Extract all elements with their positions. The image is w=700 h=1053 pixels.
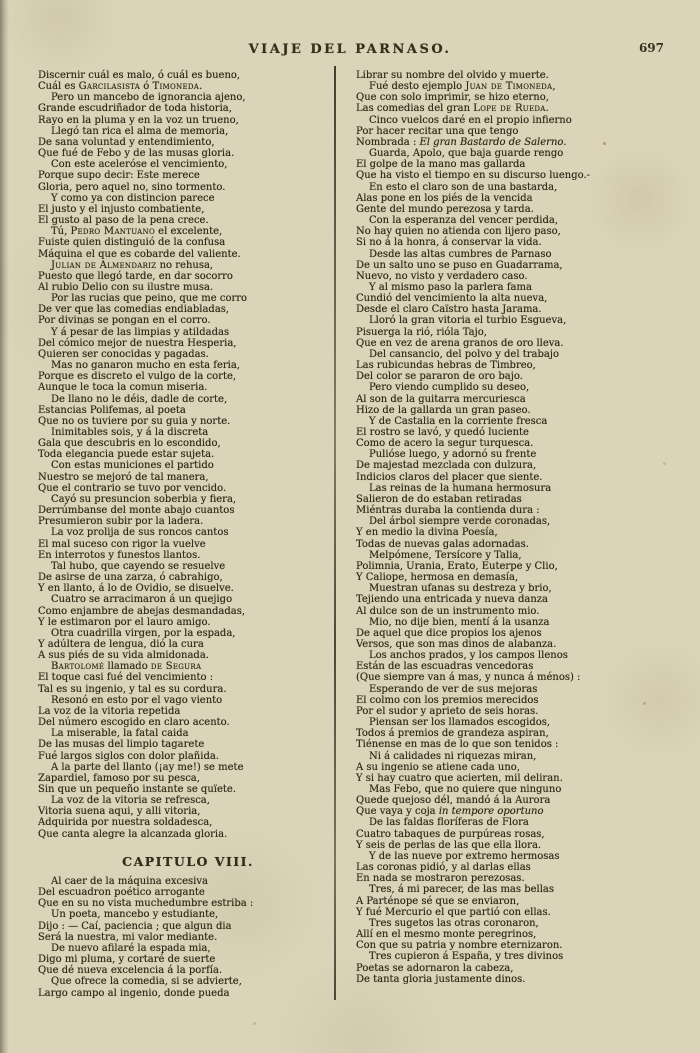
verse-line: Que el contrario se tuvo por vencido. — [38, 482, 227, 494]
verse-line: Que canta alegre la alcanzada gloria. — [38, 828, 228, 840]
verse-line: Dijo : — Caí, paciencia ; que algun dia — [38, 920, 232, 932]
verse-line: Esperando de ver de sus mejoras — [369, 683, 538, 695]
verse-line: Y Caliope, hermosa en demasía, — [356, 572, 519, 584]
verse-line: Melpómene, Tersícore y Talia, — [369, 549, 522, 561]
verse-line: Tal es su ingenio, y tal es su cordura. — [38, 683, 227, 695]
verse-line: Pero viendo cumplido su deseo, — [369, 382, 530, 394]
verse-line: La voz de la vitoria se refresca, — [51, 795, 210, 807]
verse-line: De ver que las comedias endiabladas, — [38, 304, 230, 316]
verse-line: Puesto que llegó tarde, en dar socorro — [38, 270, 233, 282]
verse-line: La voz prolija de sus roncos cantos — [51, 527, 229, 539]
verse-line: Quieren ser conocidas y pagadas. — [38, 348, 209, 360]
verse-line: Al dulce son de un instrumento mio. — [356, 605, 540, 617]
verse-line: Si no á la honra, á conservar la vida. — [356, 237, 542, 249]
verse-line: Salieron de do estaban retiradas — [356, 493, 522, 505]
verse-line: Desde el claro Caïstro hasta Jarama. — [356, 304, 542, 316]
verse-line: Y si hay cuatro que acierten, mil deliran. — [356, 772, 563, 784]
verse-line: Un poeta, mancebo y estudiante, — [51, 909, 219, 921]
verse-line: A la parte del llanto (¡ay me!) se mete — [51, 761, 244, 773]
verse-line: Tal hubo, que cayendo se resuelve — [51, 560, 226, 572]
verse-line: Derrúmbanse del monte abajo cuantos — [38, 505, 235, 517]
verse-line: Librar su nombre del olvido y muerte. — [356, 70, 549, 81]
verse-line: Del número escogido en claro acento. — [38, 717, 230, 729]
verse-line: Será la nuestra, mi valor mediante. — [38, 931, 218, 943]
verse-line: (Que siempre van á mas, y nunca á ménos) : — [356, 672, 581, 684]
verse-line: Que ha visto el tiempo en su discurso luengo.- — [356, 170, 590, 182]
verse-line: Quede quejoso dél, mandó á la Aurora — [356, 795, 551, 807]
verse-line: Vitoria suena aqui, y alli vitoria, — [38, 806, 201, 818]
verse-line: En nada se mostraron perezosas. — [356, 873, 525, 885]
verse-line: Y de Castalia en la corriente fresca — [369, 415, 548, 427]
verse-line: De las faldas floríferas de Flora — [369, 817, 529, 829]
verse-line: Las rubicundas hebras de Timbreo, — [356, 360, 536, 372]
verse-line: Del escuadron poético arrogante — [38, 887, 205, 899]
verse-line: El mal suceso con rigor la vuelve — [38, 538, 206, 550]
verse-line: La voz de la vitoria repetida — [38, 705, 181, 717]
verse-line: Adquirida por nuestra soldadesca, — [38, 817, 213, 829]
verse-line: Y adúltera de lengua, dió la cura — [38, 638, 204, 650]
verse-line: Como enjambre de abejas desmandadas, — [38, 605, 246, 617]
verse-line: Cuál es Garcilasista ó Timoneda. — [38, 81, 203, 93]
verse-line: Todas de nuevas galas adornadas. — [356, 538, 529, 550]
verse-line: De las musas del limpio tagarete — [38, 739, 205, 751]
verse-line: Las coronas pidió, y al darlas ellas — [356, 862, 531, 874]
verse-line: Bartolomé llamado de Segura — [51, 661, 202, 673]
verse-line: El toque casi fué del vencimiento : — [38, 672, 214, 684]
verse-line: A Parténope sé que se enviaron, — [356, 895, 520, 907]
verse-line: El colmo con los premios merecidos — [356, 694, 539, 706]
verse-line: Desde las altas cumbres de Parnaso — [369, 248, 552, 260]
verse-line: Que dé nueva excelencia á la porfía. — [38, 965, 223, 977]
small-caps-name: Garcilasista — [78, 81, 141, 93]
verse-line: Las comedias del gran Lope de Rueda. — [356, 103, 549, 115]
verse-line: Tiénense en mas de lo que son tenidos : — [356, 739, 559, 751]
verse-line: En interrotos y funestos llantos. — [38, 549, 201, 561]
verse-line: Hizo de la gallarda un gran paseo. — [356, 404, 531, 416]
verse-line: Al son de la guitarra mercuriesca — [356, 393, 526, 405]
verse-line: Tejiendo una entricada y nueva danza — [356, 594, 549, 606]
verse-line: Tres cupieron á España, y tres divinos — [369, 951, 564, 963]
verse-line: Y le estimaron por el lauro amigo. — [38, 616, 211, 628]
verse-line: Todos á premios de grandeza aspiran, — [356, 728, 549, 740]
verse-line: Pero un mancebo de ignorancia ajeno, — [51, 92, 246, 104]
verse-line: Por divinas se pongan en el corro. — [38, 315, 211, 327]
verse-line: A sus piés de su vida almidonada. — [38, 650, 209, 662]
left-column — [38, 70, 338, 999]
scan-edge-shadow — [0, 0, 9, 1053]
verse-line: Porque es discreto el vulgo de la corte, — [38, 371, 237, 383]
verse-line: Versos, que son mas dinos de alabanza. — [356, 638, 557, 650]
small-caps-name: Lope de Rueda — [473, 103, 546, 115]
verse-line: Julian de Almendariz no rehusa, — [51, 259, 214, 271]
verse-line: De nuevo afilaré la espada mia, — [51, 942, 211, 954]
verse-line: Y fué Mercurio el que partió con ellas. — [356, 906, 551, 918]
italic-title-text: El gran Bastardo de Salerno — [419, 136, 564, 148]
chapter-heading: CAPITULO VIII. — [122, 853, 254, 869]
verse-line: Por el sudor y aprieto de seis horas. — [356, 705, 539, 717]
verse-line: Cuatro tabaques de purpúreas rosas, — [356, 828, 545, 840]
verse-line: Estancias Polifemas, al poeta — [38, 404, 186, 416]
small-caps-name: Julian de Almendariz — [51, 259, 157, 271]
verse-line: De llano no le déis, dadle de corte, — [51, 393, 228, 405]
verse-line: Nuestro se mejoró de tal manera, — [38, 471, 209, 483]
verse-line: Gala que descubris en lo escondido, — [38, 438, 221, 450]
verse-line: Discernir cuál es malo, ó cuál es bueno, — [38, 70, 241, 81]
verse-line: Y al mismo paso la parlera fama — [369, 281, 532, 293]
small-caps-name: Timoneda — [152, 81, 200, 93]
verse-line: Presumieron subir por la ladera. — [38, 516, 204, 528]
verse-line: Inimitables sois, y á la discreta — [51, 427, 209, 438]
verse-line: Miéntras duraba la contienda dura : — [356, 505, 540, 517]
small-caps-name: Pedro Mantuano — [70, 226, 155, 238]
small-caps-name: de Segura — [150, 661, 202, 673]
verse-line: Piensan ser los llamados escogidos, — [369, 717, 551, 729]
verse-line: Del cansancio, del polvo y del trabajo — [369, 348, 559, 360]
verse-line: Los anchos prados, y los campos llenos — [369, 650, 568, 662]
verse-line: A su ingenio se atiene cada uno, — [356, 761, 520, 773]
verse-line: De asirse de una zarza, ó cabrahigo, — [38, 572, 223, 584]
verse-line: Grande escudriñador de toda historia, — [38, 103, 232, 115]
verse-line: Que fué de Febo y de las musas gloria. — [38, 148, 235, 160]
verse-line: Otra cuadrilla virgen, por la espada, — [51, 627, 236, 639]
verse-line: Cuatro se arracimaron á un quejigo — [51, 594, 233, 606]
verse-line: Que ofrece la comedia, si se advierte, — [51, 976, 242, 988]
verse-line: Sin que un pequeño instante se quïete. — [38, 784, 236, 795]
verse-line: Con este aceleróse el vencimiento, — [51, 159, 228, 171]
verse-line: Llegó tan rica el alma de memoria, — [51, 125, 229, 137]
verse-line: Que en su no vista muchedumbre estriba : — [38, 898, 254, 910]
verse-line: Que en vez de arena granos de oro lleva. — [356, 337, 564, 349]
verse-line: La miserable, la fatal caida — [51, 728, 189, 740]
verse-line: Del árbol siempre verde coronadas, — [369, 516, 551, 528]
verse-line: Mio, no dije bien, mentí á la usanza — [369, 616, 550, 628]
verse-line: Con la esperanza del vencer perdida, — [369, 215, 559, 227]
small-caps-name: Bartolomé — [51, 661, 105, 673]
verse-line: Como de acero la segur turquesca. — [356, 438, 534, 450]
verse-line: Rayo en la pluma y en la voz un trueno, — [38, 114, 239, 126]
verse-line: Fué largos siglos con dolor plañida. — [38, 750, 219, 762]
verse-line: Están de las escuadras vencedoras — [356, 661, 534, 673]
verse-line: Tres sugetos las otras coronaron, — [369, 917, 539, 929]
verse-line: Pisuerga la rió, rióla Tajo, — [356, 326, 487, 338]
verse-line: Guarda, Apolo, que baja guarde rengo — [369, 148, 564, 160]
italic-title-text: in tempore oportuno — [438, 806, 544, 818]
verse-line: Polimnia, Urania, Erato, Euterpe y Clio, — [356, 560, 558, 572]
verse-line: Las reinas de la humana hermosura — [369, 482, 552, 494]
verse-line: Con que su patria y nombre eternizaron. — [356, 940, 563, 952]
verse-line: Allí en el mesmo monte peregrinos, — [356, 929, 537, 941]
verse-line: Gloria, pero aquel no, sino tormento. — [38, 181, 226, 193]
verse-line: El gusto al paso de la pena crece. — [38, 215, 209, 227]
verse-line: De tanta gloria justamente dinos. — [356, 973, 526, 985]
page-number: 697 — [638, 41, 664, 55]
verse-line: Indicios claros del placer que siente. — [356, 471, 543, 483]
verse-line: El rostro se lavó, y quedó luciente — [356, 427, 529, 438]
verse-line: Al rubio Delio con su ilustre musa. — [38, 281, 214, 293]
verse-line: Cayó su presuncion soberbia y fiera, — [51, 493, 237, 505]
verse-line: Cinco vuelcos daré en el propio infierno — [369, 114, 572, 126]
verse-line: Aunque le toca la comun miseria. — [38, 382, 208, 394]
verse-line: Y de las nueve por extremo hermosas — [369, 850, 560, 862]
verse-line: Que vaya y coja in tempore oportuno — [356, 806, 544, 818]
verse-line: De un salto uno se puso en Guadarrama, — [356, 259, 563, 271]
verse-line: Y á pesar de las limpias y atildadas — [51, 326, 230, 338]
verse-line: Poetas se adornaron la cabeza, — [356, 962, 514, 974]
verse-line: Lloró la gran vitoria el turbio Esgueva, — [369, 315, 567, 327]
verse-line: No hay quien no atienda con lijero paso, — [356, 226, 561, 238]
small-caps-name: Juan de Timoneda — [465, 81, 553, 93]
verse-line: Mas Febo, que no quiere que ninguno — [369, 784, 562, 795]
verse-line: En esto el claro son de una bastarda, — [369, 181, 558, 193]
verse-line: Nuevo, no visto y verdadero caso. — [356, 270, 528, 282]
verse-line: De majestad mezclada con dulzura, — [356, 460, 537, 472]
verse-line: Por hacer recitar una que tengo — [356, 125, 519, 137]
verse-line: Porque supo decir: Este merece — [38, 170, 200, 182]
verse-line: Fuiste quien distinguió de la confusa — [38, 237, 226, 249]
verse-line: Pulióse luego, y adornó su frente — [369, 449, 537, 461]
page-header-title: VIAJE DEL PARNASO. — [248, 42, 452, 57]
verse-line: Y en medio la divina Poesía, — [356, 527, 498, 539]
verse-line: Del cómico mejor de nuestra Hesperia, — [38, 337, 237, 349]
right-column — [356, 70, 666, 985]
verse-line: Fué desto ejemplo Juan de Timoneda, — [369, 81, 556, 93]
verse-line: Toda elegancia puede estar sujeta. — [38, 449, 215, 461]
verse-line: Resonó en esto por el vago viento — [51, 694, 223, 706]
verse-line: Tres, á mi parecer, de las mas bellas — [369, 884, 555, 896]
verse-line: Nombrada : El gran Bastardo de Salerno. — [356, 136, 567, 148]
verse-line: De aquel que dice propios los ajenos — [356, 627, 542, 639]
verse-line: Gente del mundo perezosa y tarda. — [356, 203, 534, 215]
verse-line: De sana voluntad y entendimiento, — [38, 136, 215, 148]
verse-line: El justo y el injusto combatiente, — [38, 203, 205, 215]
verse-line: Del color se pararon de oro bajo. — [356, 371, 523, 383]
verse-line: Tú, Pedro Mantuano el excelente, — [51, 226, 223, 238]
verse-line: Cundió del vencimiento la alta nueva, — [356, 293, 548, 305]
verse-line: Ni á calidades ni riquezas miran, — [369, 750, 537, 762]
verse-line: Con estas municiones el partido — [51, 460, 214, 472]
verse-line: Largo campo al ingenio, donde pueda — [38, 987, 230, 999]
verse-line: Al caer de la máquina excesiva — [51, 875, 208, 887]
verse-line: Muestran ufanas su destreza y brio, — [369, 583, 552, 595]
verse-line: Que con solo imprimir, se hizo eterno, — [356, 92, 549, 104]
verse-line: Y seis de perlas de las que ella llora. — [356, 839, 542, 851]
verse-line: El golpe de la mano mas gallarda — [356, 159, 526, 171]
verse-line: Zapardiel, famoso por su pesca, — [38, 772, 200, 784]
verse-line: Que no os tuviere por su guia y norte. — [38, 415, 231, 427]
verse-line: Alas pone en los piés de la vencida — [356, 192, 533, 204]
verse-line: Digo mi pluma, y cortaré de suerte — [38, 954, 216, 966]
verse-line: Máquina el que es cobarde del valiente. — [38, 248, 241, 260]
verse-line: Y en llanto, á lo de Ovidio, se disuelve. — [38, 583, 234, 595]
verse-line: Por las rucias que peino, que me corro — [51, 293, 248, 305]
verse-line: Y como ya con distincion parece — [51, 192, 215, 204]
verse-line: Mas no ganaron mucho en esta feria, — [51, 360, 240, 372]
